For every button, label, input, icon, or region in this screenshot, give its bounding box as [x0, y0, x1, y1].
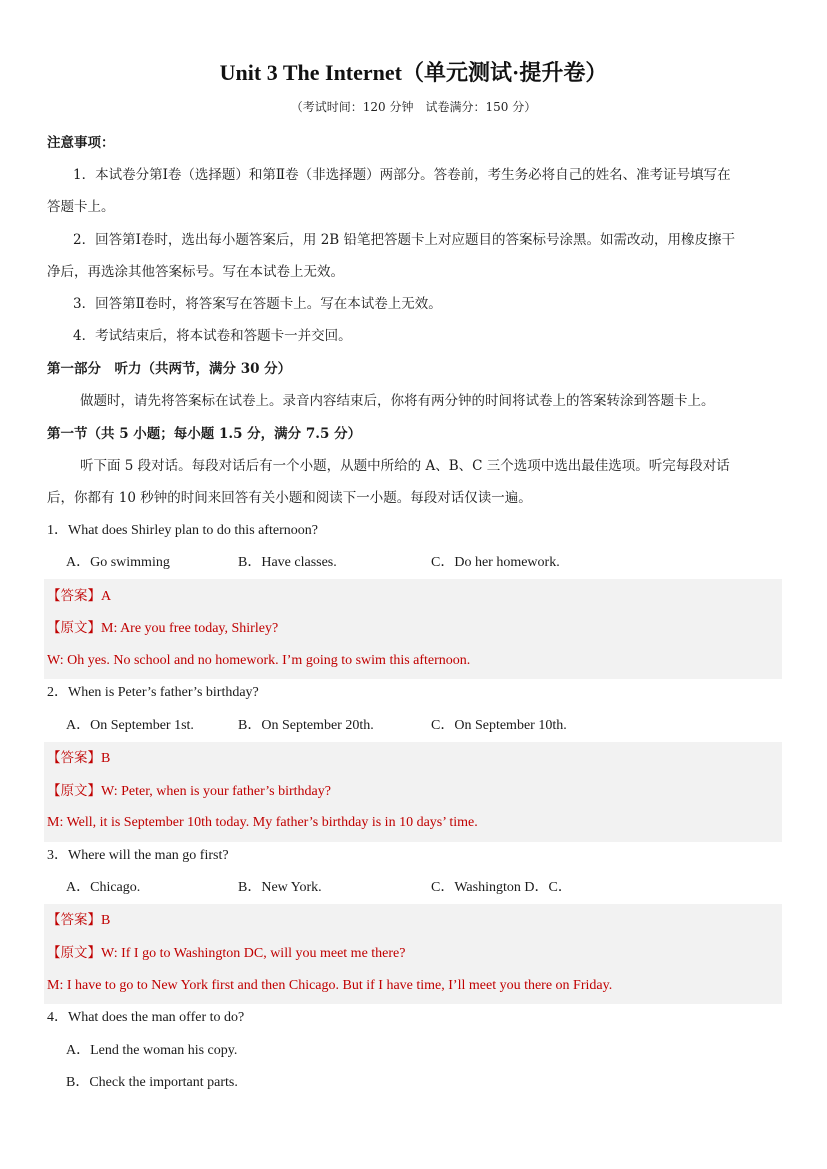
question-2-options — [47, 716, 782, 738]
question-1-option-c: C．Do her homework. — [431, 555, 560, 570]
page-title: Unit 3 The Internet（单元测试·提升卷） — [219, 60, 608, 85]
notice-item-4: 4．考试结束后，将本试卷和答题卡一并交回。 — [73, 328, 352, 344]
part1-instruction: 做题时，请先将答案标在试卷上。录音内容结束后，你将有两分钟的时间将试卷上的答案转涂到答题卡上。 — [80, 393, 715, 409]
answer-tag: 【答案】 — [47, 750, 101, 766]
notice-item-2-cont: 净后，再选涂其他答案标号。写在本试卷上无效。 — [47, 264, 344, 280]
question-3-option-c: C．Washington D．C． — [431, 880, 572, 895]
question-4-option-b: B．Check the important parts. — [66, 1075, 238, 1090]
question-3-option-a: A．Chicago. — [66, 880, 141, 895]
transcript-line: M: Are you free today, Shirley? — [101, 621, 279, 636]
question-3-transcript-1 — [47, 943, 782, 964]
question-2-transcript-2: M: Well, it is September 10th today. My father’s birthday is in 10 days’ time. — [47, 815, 478, 830]
transcript-tag: 【原文】 — [47, 620, 101, 636]
part1-heading: 第一部分 听力（共两节，满分 30 分） — [47, 361, 292, 377]
question-3-transcript-2: M: I have to go to New York first and then Chicago. But if I have time, I’ll meet you there on Friday. — [47, 978, 613, 993]
question-1-stem: 1．What does Shirley plan to do this afternoon? — [47, 523, 318, 538]
transcript-tag: 【原文】 — [47, 945, 101, 961]
section1-instruction: 听下面 5 段对话。每段对话后有一个小题，从题中所给的 A、B、C 三个选项中选出最佳选项。听完每段对话 — [80, 458, 730, 474]
transcript-line: W: If I go to Washington DC, will you meet me there? — [101, 946, 406, 961]
question-1-transcript-1 — [47, 618, 782, 639]
question-3-options — [47, 878, 782, 900]
answer-tag: 【答案】 — [47, 588, 101, 604]
answer-tag: 【答案】 — [47, 912, 101, 928]
question-2-transcript-1 — [47, 781, 782, 802]
transcript-line: W: Peter, when is your father’s birthday? — [101, 784, 331, 799]
question-2-option-a: A．On September 1st. — [66, 718, 194, 733]
question-2-option-b: B．On September 20th. — [238, 718, 374, 733]
answer-value: B — [101, 751, 111, 766]
question-1-option-b: B．Have classes. — [238, 555, 337, 570]
answer-value: A — [101, 589, 112, 604]
question-1-answer — [47, 586, 782, 607]
question-1-options — [47, 553, 782, 575]
question-1-transcript-2: W: Oh yes. No school and no homework. I’m going to swim this afternoon. — [47, 653, 471, 668]
question-3-answer — [47, 910, 782, 931]
transcript-tag: 【原文】 — [47, 783, 101, 799]
question-3-option-b: B．New York. — [238, 880, 322, 895]
notice-heading: 注意事项： — [47, 135, 115, 151]
exam-info: （考试时间：120 分钟 试卷满分：150 分） — [290, 100, 537, 114]
question-2-answer — [47, 748, 782, 769]
answer-value: B — [101, 913, 111, 928]
question-4-stem: 4．What does the man offer to do? — [47, 1010, 245, 1025]
notice-item-2: 2．回答第Ⅰ卷时，选出每小题答案后，用 2B 铅笔把答题卡上对应题目的答案标号涂黑。如需改动，用橡皮擦干 — [73, 232, 736, 248]
question-2-stem: 2．When is Peter’s father’s birthday? — [47, 685, 259, 700]
question-2-option-c: C．On September 10th. — [431, 718, 567, 733]
notice-item-1-cont: 答题卡上。 — [47, 199, 115, 215]
notice-item-1: 1．本试卷分第Ⅰ卷（选择题）和第Ⅱ卷（非选择题）两部分。答卷前，考生务必将自己的姓名、准考证号填写在 — [73, 167, 731, 183]
question-4-option-a: A．Lend the woman his copy. — [66, 1043, 238, 1058]
question-3-stem: 3．Where will the man go first? — [47, 848, 229, 863]
notice-item-3: 3．回答第Ⅱ卷时，将答案写在答题卡上。写在本试卷上无效。 — [73, 296, 442, 312]
question-1-option-a: A．Go swimming — [66, 555, 170, 570]
section1-heading: 第一节（共 5 小题；每小题 1.5 分，满分 7.5 分） — [47, 426, 362, 442]
section1-instruction-cont: 后，你都有 10 秒钟的时间来回答有关小题和阅读下一小题。每段对话仅读一遍。 — [47, 490, 532, 506]
